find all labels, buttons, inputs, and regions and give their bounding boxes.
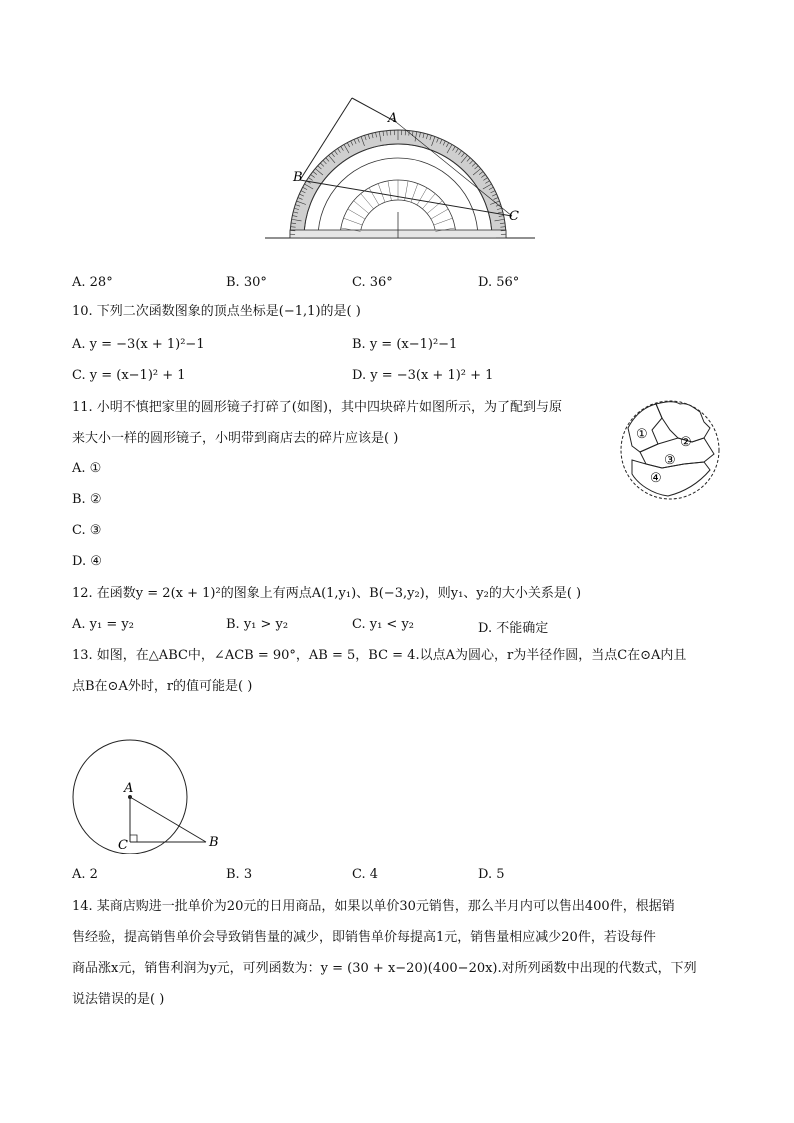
q10-option-c: C. y = (x−1)² + 1 bbox=[72, 368, 186, 383]
protractor-spoke bbox=[354, 201, 369, 214]
protractor-figure bbox=[260, 92, 540, 247]
q11-option-a: A. ① bbox=[72, 461, 102, 476]
q13-option-d: D. 5 bbox=[478, 867, 505, 882]
protractor-spoke bbox=[378, 183, 385, 202]
q14-stem-line2: 售经验，提高销售单价会导致销售量的减少，即销售单价每提高1元，销售量相应减少20件，若设每件 bbox=[72, 930, 656, 945]
label-C: C bbox=[509, 209, 519, 224]
q12-option-a: A. y₁ = y₂ bbox=[72, 617, 134, 632]
q10-stem: 10. 下列二次函数图象的顶点坐标是(−1,1)的是( ) bbox=[72, 304, 361, 319]
point-C-label: C bbox=[118, 838, 128, 853]
point-B-label: B bbox=[209, 835, 219, 850]
protractor-spoke bbox=[361, 194, 374, 209]
protractor-spoke bbox=[388, 181, 391, 201]
q10-option-a: A. y = −3(x + 1)²−1 bbox=[72, 337, 205, 352]
q13-option-b: B. 3 bbox=[226, 867, 253, 882]
q14-stem-line3: 商品涨x元，销售利润为y元，可列函数为：y = (30 + x−20)(400−20x).对所列函数中出现的代数式，下列 bbox=[72, 961, 697, 976]
q10-option-b: B. y = (x−1)²−1 bbox=[352, 337, 458, 352]
q12-option-c: C. y₁ < y₂ bbox=[352, 617, 415, 632]
q13-stem-line1: 13. 如图，在△ABC中，∠ACB = 90°，AB = 5，BC = 4.以点A为圆心，r为半径作圆，当点C在⊙A内且 bbox=[72, 648, 687, 663]
protractor-spoke bbox=[434, 218, 453, 225]
q11-stem-line1: 11. 小明不慎把家里的圆形镜子打碎了(如图)，其中四块碎片如图所示，为了配到与原 bbox=[72, 400, 562, 415]
q11-option-d: D. ④ bbox=[72, 554, 102, 569]
q11-option-b: B. ② bbox=[72, 492, 102, 507]
piece-1-label: ① bbox=[636, 427, 648, 442]
q13-stem-line2: 点B在⊙A外时，r的值可能是( ) bbox=[72, 679, 253, 694]
piece-4-label: ④ bbox=[650, 471, 662, 486]
protractor-spoke bbox=[417, 188, 427, 205]
q9-option-c: C. 36° bbox=[352, 275, 393, 290]
q9-option-a: A. 28° bbox=[72, 275, 113, 290]
q10-option-d: D. y = −3(x + 1)² + 1 bbox=[352, 368, 494, 383]
q12-stem: 12. 在函数y = 2(x + 1)²的图象上有两点A(1,y₁)、B(−3,y₂)，则y₁、y₂的大小关系是( ) bbox=[72, 586, 582, 601]
q9-option-b: B. 30° bbox=[226, 275, 267, 290]
q11-option-c: C. ③ bbox=[72, 523, 102, 538]
q12-option-b: B. y₁ > y₂ bbox=[226, 617, 289, 632]
q13-option-a: A. 2 bbox=[72, 867, 98, 882]
point-A-label: A bbox=[124, 781, 134, 796]
label-A: A bbox=[388, 111, 398, 126]
q11-stem-line2: 来大小一样的圆形镜子，小明带到商店去的碎片应该是( ) bbox=[72, 431, 399, 446]
q14-stem-line4: 说法错误的是( ) bbox=[72, 992, 165, 1007]
piece-2-label: ② bbox=[680, 435, 692, 450]
q9-option-d: D. 56° bbox=[478, 275, 520, 290]
circle-triangle-figure bbox=[66, 730, 236, 854]
label-B: B bbox=[293, 170, 303, 185]
protractor-spoke bbox=[343, 218, 362, 225]
q12-option-d: D. 不能确定 bbox=[478, 621, 549, 636]
piece-3-label: ③ bbox=[664, 453, 676, 468]
protractor-spoke bbox=[431, 209, 448, 219]
q14-stem-line1: 14. 某商店购进一批单价为20元的日用商品，如果以单价30元销售，那么半月内可以售出400件，根据销 bbox=[72, 899, 675, 914]
protractor-spoke bbox=[369, 188, 379, 205]
q13-option-c: C. 4 bbox=[352, 867, 379, 882]
broken-mirror-figure bbox=[618, 398, 723, 503]
protractor-spoke bbox=[348, 209, 365, 219]
